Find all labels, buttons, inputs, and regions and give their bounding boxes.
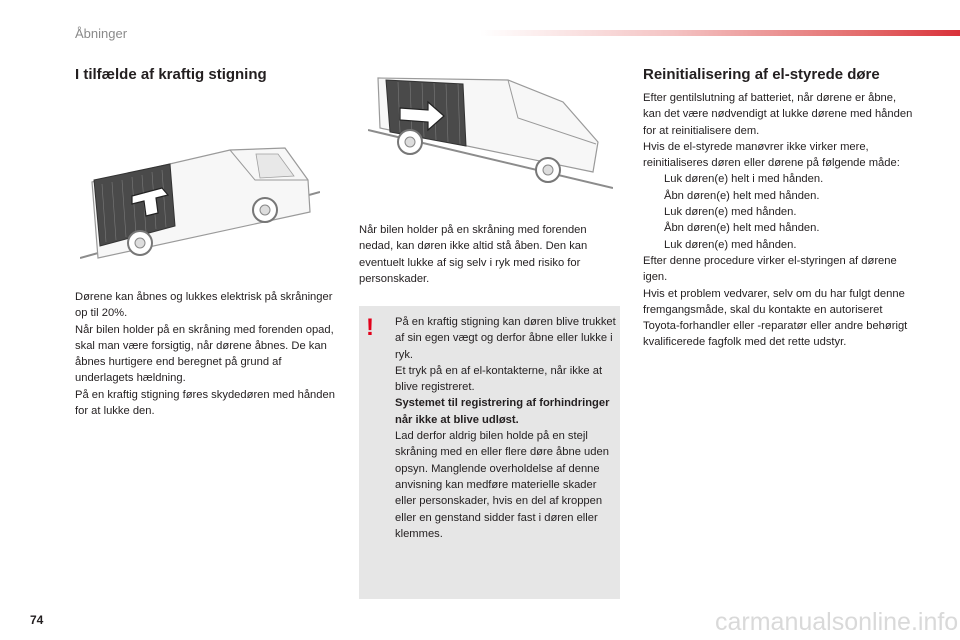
pointer-icon: [643, 204, 664, 220]
steep-slope-text: [75, 289, 335, 419]
step-text: Luk døren(e) med hånden.: [664, 206, 797, 219]
pointer-icon: [643, 171, 664, 187]
heading-reinitialisation: Reinitialisering af el-styrede døre: [643, 66, 880, 83]
page-number: 74: [30, 613, 44, 627]
downhill-text: [359, 222, 621, 287]
paragraph: Hvis et problem vedvarer, selv om du har fulgt denne fremgangsmåde, skal du kontakte en autoriseret Toyota-forhandler eller -reparatør eller andre behørigt kvalificerede fagfolk med det rette udstyr.: [643, 287, 908, 349]
warning-icon: !: [366, 314, 374, 341]
paragraph: Hvis de el-styrede manøvrer ikke virker mere, reinitialiseres døren eller dørene på følgende måde:: [643, 140, 900, 170]
paragraph: Efter denne procedure virker el-styringen af dørene igen.: [643, 254, 897, 284]
pointer-icon: [643, 188, 664, 204]
van-uphill-illustration: [80, 130, 320, 265]
paragraph: På en kraftig stigning føres skydedøren med hånden for at lukke den.: [75, 388, 335, 418]
paragraph: Efter gentilslutning af batteriet, når dørene er åbne, kan det være nødvendigt at lukke dørene med hånden for at reinitialisere dem.: [643, 92, 913, 137]
step-text: Luk døren(e) med hånden.: [664, 238, 797, 251]
step-item: [643, 171, 913, 187]
warning-paragraph: Lad derfor aldrig bilen holde på en stejl skråning med en eller flere døre åbne uden opsyn. Manglende overholdelse af denne anvisning kan medføre materielle skader eller personskader, hvis en del af kroppen eller en genstand sidder fast i døren eller klemmes.: [395, 430, 609, 540]
step-item: [643, 204, 913, 220]
pointer-icon: [643, 220, 664, 236]
paragraph: Når bilen holder på en skråning med forenden nedad, kan døren ikke altid stå åben. Den kan eventuelt lukke af sig selv i ryk med risiko for personskader.: [359, 224, 588, 285]
van-downhill-illustration: [368, 70, 613, 190]
warning-paragraph: Et tryk på en af el-kontakterne, når ikke at blive registreret.: [395, 364, 603, 394]
warning-paragraph: På en kraftig stigning kan døren blive trukket af sin egen vægt og derfor åbne eller lukke i ryk.: [395, 316, 616, 361]
reinitialisation-text: [643, 90, 913, 351]
warning-emphasis: Systemet til registrering af forhindringer når ikke at blive udløst.: [395, 397, 610, 426]
step-item: [643, 237, 913, 253]
header-accent-bar: [480, 30, 960, 36]
step-item: [643, 188, 913, 204]
step-text: Åbn døren(e) helt med hånden.: [664, 189, 820, 202]
step-text: Luk døren(e) helt i med hånden.: [664, 173, 824, 186]
step-item: [643, 220, 913, 236]
paragraph: Dørene kan åbnes og lukkes elektrisk på skråninger op til 20%.: [75, 291, 333, 320]
step-text: Åbn døren(e) helt med hånden.: [664, 222, 820, 235]
section-title: Åbninger: [75, 26, 128, 41]
heading-steep-slope: I tilfælde af kraftig stigning: [75, 66, 267, 83]
watermark: carmanualsonline.info: [715, 608, 959, 636]
warning-text: [395, 314, 617, 542]
pointer-icon: [643, 237, 664, 253]
paragraph: Når bilen holder på en skråning med forenden opad, skal man være forsigtig, når dørene åbnes. De kan åbnes hurtigere end beregnet på grund af underlagets hældning.: [75, 323, 334, 385]
